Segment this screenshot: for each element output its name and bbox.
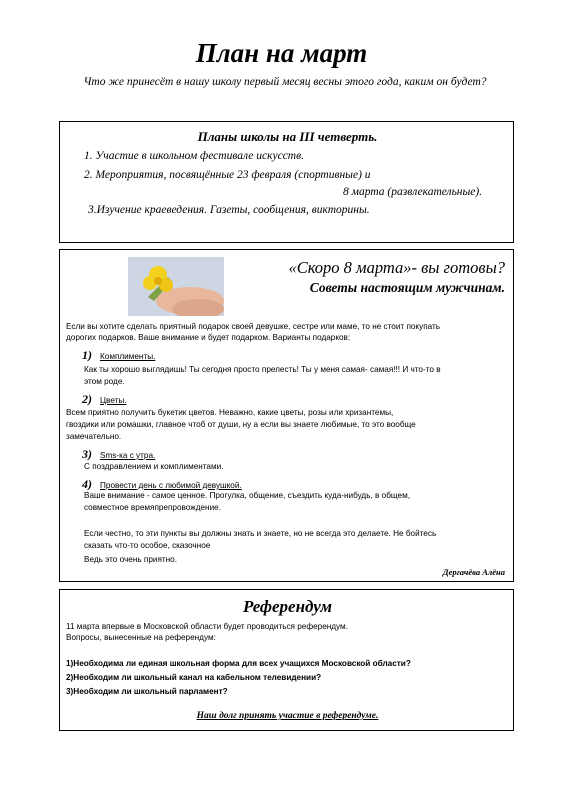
tip-number: 4) (82, 477, 92, 491)
referendum-intro-line2: Вопросы, вынесенные на референдум: (66, 633, 216, 642)
tip-4-line1: Ваше внимание - самое ценное. Прогулка, общение, съездить куда-нибудь, в общем, (84, 491, 410, 500)
tip-1-line1: Как ты хорошо выглядишь! Ты сегодня просто прелесть! Ты у меня самая- самая!!! И что-то в (84, 365, 441, 374)
march8-outro-line3: Ведь это очень приятно. (84, 555, 177, 564)
referendum-question-2: 2)Необходим ли школьный канал на кабельном телевидении? (66, 673, 322, 682)
plans-item-2-cont: 8 марта (развлекательные). (343, 186, 483, 198)
referendum-box (59, 589, 514, 731)
tip-number: 3) (82, 447, 92, 461)
referendum-question-3: 3)Необходим ли школьный парламент? (66, 687, 228, 696)
tip-2-line3: замечательно. (66, 432, 122, 441)
flower-photo (128, 257, 224, 316)
plans-item-2: 2. Мероприятия, посвящённые 23 февраля (спортивные) и (84, 169, 371, 181)
page-subtitle: Что же принесёт в нашу школу первый месяц весны этого года, каким он будет? (83, 76, 487, 88)
tip-1-header (82, 346, 155, 364)
march8-intro-line1: Если вы хотите сделать приятный подарок своей девушке, сестре или маме, то не стоит покупать (66, 322, 441, 331)
tip-2-header (82, 390, 127, 408)
plans-box (59, 121, 514, 243)
tip-title: Комплименты. (100, 352, 156, 361)
tip-4-line2: совместное времяпрепровождение. (84, 503, 221, 512)
plans-heading: Планы школы на III четверть. (197, 129, 378, 144)
tip-title: Цветы. (100, 396, 127, 405)
tip-1-line2: этом роде. (84, 377, 125, 386)
referendum-intro-line1: 11 марта впервые в Московской области будет проводиться референдум. (66, 622, 348, 631)
march8-intro-line2: дорогих подарков. Ваше внимание и будет подарком. Варианты подарков: (66, 333, 351, 342)
referendum-question-1: 1)Необходима ли единая школьная форма для всех учащихся Московской области? (66, 659, 411, 668)
referendum-footer: Наш долг принять участие в референдуме. (196, 711, 379, 721)
author-signature: Дергачёва Алёна (442, 567, 505, 577)
tip-number: 1) (82, 348, 92, 362)
march8-heading: «Скоро 8 марта»- вы готовы? (288, 258, 505, 277)
tip-title: Sms-ка с утра. (100, 451, 156, 460)
tip-number: 2) (82, 392, 92, 406)
tip-2-line2: гвоздики или ромашки, главное чтоб от души, ну а если вы знаете любимые, то это вообще (66, 420, 416, 429)
tip-2-line1: Всем приятно получить букетик цветов. Неважно, какие цветы, розы или хризантемы, (66, 408, 394, 417)
plans-item-1: 1. Участие в школьном фестивале искусств. (84, 150, 304, 162)
march8-outro-line2: сказать что-то особое, сказочное (84, 541, 211, 550)
march8-box (59, 249, 514, 582)
march8-subheading: Советы настоящим мужчинам. (309, 280, 505, 295)
tip-3-line1: С поздравлением и комплиментами. (84, 462, 224, 471)
page-title: План на март (195, 38, 368, 68)
tip-title: Провести день с любимой девушкой. (100, 481, 242, 490)
march8-outro-line1: Если честно, то эти пункты вы должны знать и знаете, но не всегда это делаете. Не бойтесь (84, 529, 437, 538)
referendum-heading: Референдум (242, 597, 333, 616)
plans-item-3: 3.Изучение краеведения. Газеты, сообщения, викторины. (88, 204, 370, 216)
